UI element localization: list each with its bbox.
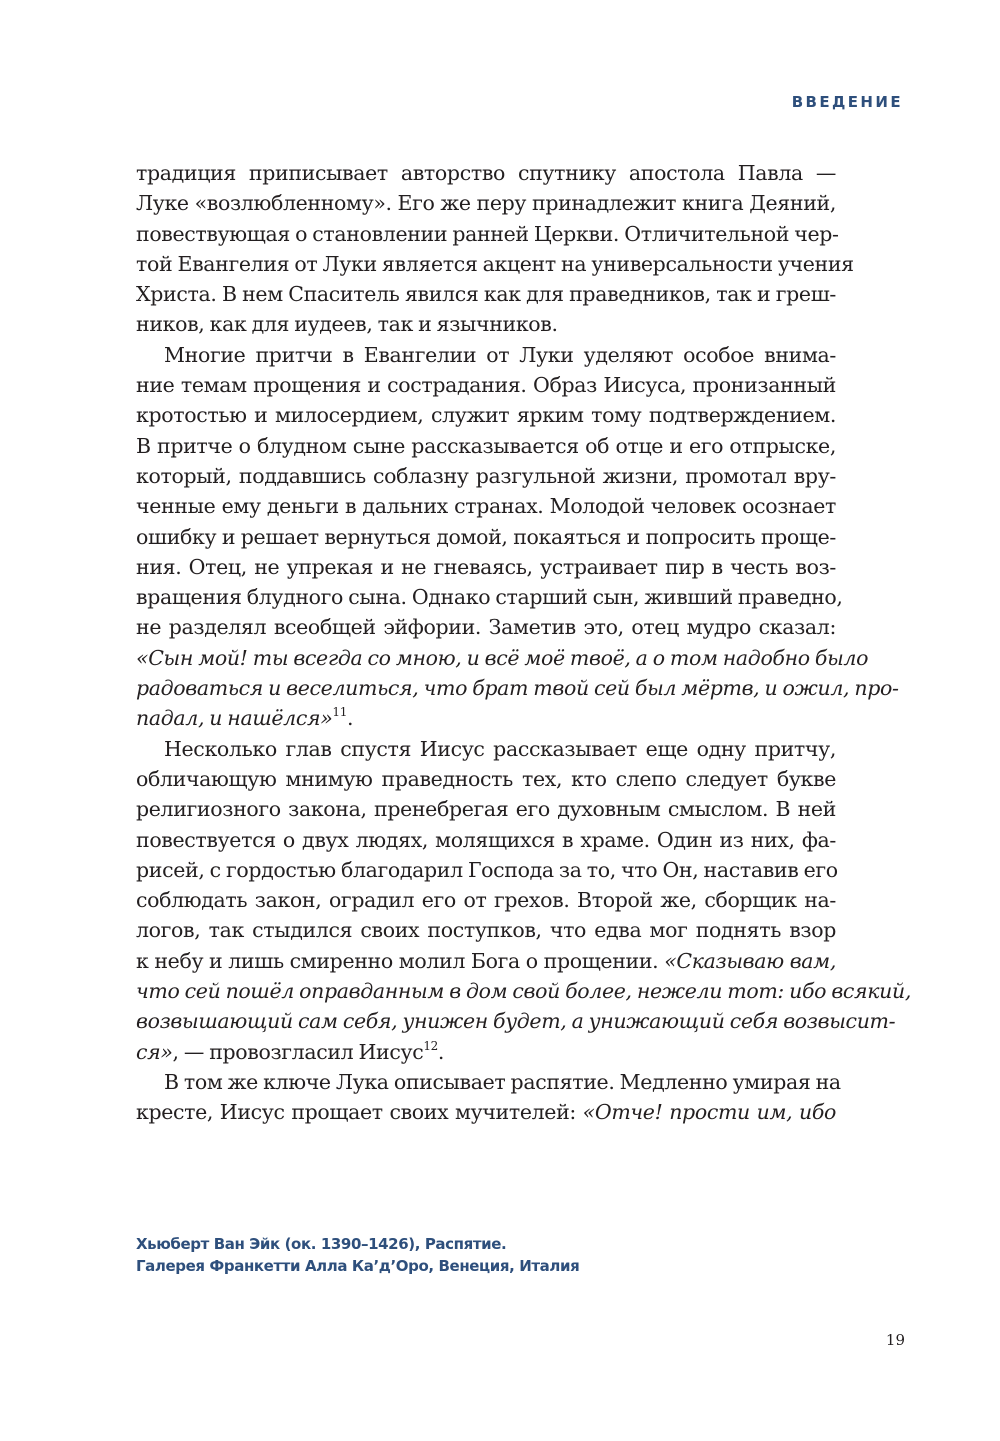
quote-text: падал, и нашёлся» <box>136 706 333 731</box>
text-line: ния. Отец, не упрекая и не гневаясь, устраивает пир в честь воз- <box>136 554 836 579</box>
text-line: В притче о блудном сыне рассказывается об отце и его отпрыске, <box>136 433 836 458</box>
text-run: к небу и лишь смиренно молил Бога о прощении. <box>136 948 665 973</box>
text-line: В том же ключе Лука описывает распятие. Медленно умирая на <box>164 1069 841 1094</box>
text-line: Луке «возлюбленному». Его же перу принадлежит книга Деяний, <box>136 191 836 216</box>
text-line: Христа. В нем Спаситель явился как для праведников, так и греш- <box>136 282 836 307</box>
text-line: Несколько глав спустя Иисус рассказывает еще одну притчу, <box>164 736 836 761</box>
quote-text: «Отче! прости им, ибо <box>582 1100 836 1125</box>
text-line: не разделял всеобщей эйфории. Заметив это, отец мудро сказал: <box>136 615 836 640</box>
footnote-ref-11[interactable]: 11 <box>332 705 347 720</box>
text-line <box>136 946 836 976</box>
text-line: обличающую мнимую праведность тех, кто слепо следует букве <box>136 766 836 791</box>
text-line <box>136 1097 836 1127</box>
text-line: ников, как для иудеев, так и язычников. <box>136 312 558 337</box>
main-text <box>136 158 912 1128</box>
text-line: ченные ему деньги в дальних странах. Молодой человек осознает <box>136 494 836 519</box>
quote-line: возвышающий сам себя, унижен будет, а унижающий себя возвысит- <box>136 1009 896 1034</box>
text-line: повествуется о двух людях, молящихся в храме. Один из них, фа- <box>136 827 836 852</box>
text-line: Многие притчи в Евангелии от Луки уделяют особое внима- <box>164 342 836 367</box>
text-line: ние темам прощения и сострадания. Образ Иисуса, пронизанный <box>136 373 836 398</box>
text-line: вращения блудного сына. Однако старший сын, живший праведно, <box>136 585 843 610</box>
text-run: , — провозгласил Иисус <box>172 1039 424 1064</box>
text-line: соблюдать закон, оградил его от грехов. Второй же, сборщик на- <box>136 888 836 913</box>
paragraph-1 <box>136 158 854 340</box>
caption-line-2: Галерея Франкетти Алла Ка’д’Оро, Венеция, Италия <box>136 1257 580 1275</box>
text-line: той Евангелия от Луки является акцент на универсальности учения <box>136 251 854 276</box>
text-line: ошибку и решает вернуться домой, покаяться и попросить проще- <box>136 524 836 549</box>
running-head: ВВЕДЕНИЕ <box>791 93 903 111</box>
text-line: религиозного закона, пренебрегая его духовным смыслом. В ней <box>136 797 836 822</box>
text-line <box>136 1037 836 1067</box>
punctuation: . <box>347 706 354 731</box>
text-line <box>136 703 836 733</box>
punctuation: . <box>437 1039 445 1064</box>
text-line: логов, так стыдился своих поступков, что едва мог поднять взор <box>136 918 836 943</box>
paragraph-2 <box>136 340 899 734</box>
text-line: кротостью и милосердием, служит ярким тому подтверждением. <box>136 403 836 428</box>
text-line: рисей, с гордостью благодарил Господа за то, что Он, наставив его <box>136 857 838 882</box>
text-line: повествующая о становлении ранней Церкви. Отличительной чер- <box>136 221 839 246</box>
paragraph-4 <box>136 1067 841 1128</box>
text-line: традиция приписывает авторство спутнику апостола Павла — <box>136 161 836 185</box>
paragraph-3 <box>136 734 912 1067</box>
quote-line: что сей пошёл оправданным в дом свой более, нежели тот: ибо всякий, <box>136 979 912 1004</box>
quote-line: радоваться и веселиться, что брат твой сей был мёртв, и ожил, про- <box>136 676 899 701</box>
caption-line-1: Хьюберт Ван Эйк (ок. 1390–1426), Распятие. <box>136 1235 507 1253</box>
image-caption <box>136 1233 579 1277</box>
quote-line: «Сын мой! ты всегда со мною, и всё моё твоё, а о том надобно было <box>136 645 869 670</box>
page-number: 19 <box>885 1331 905 1349</box>
text-line: который, поддавшись соблазну разгульной жизни, промотал вру- <box>136 463 836 488</box>
quote-text: ся» <box>136 1039 173 1064</box>
quote-text: «Сказываю вам, <box>664 948 836 973</box>
footnote-ref-12[interactable]: 12 <box>423 1038 438 1053</box>
text-run: кресте, Иисус прощает своих мучителей: <box>136 1100 583 1125</box>
